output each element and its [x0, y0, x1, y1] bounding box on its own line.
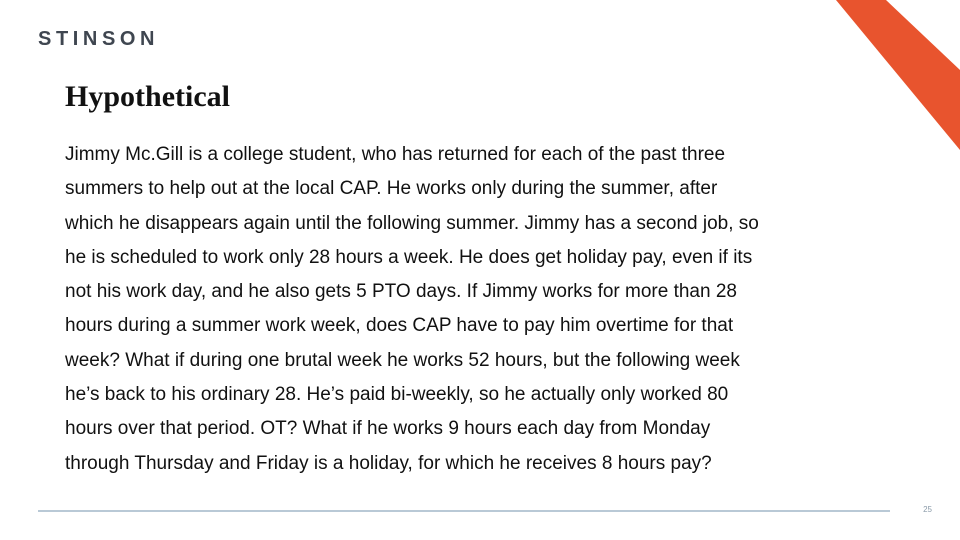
- slide-body: [65, 138, 865, 481]
- body-line: Jimmy Mc.Gill is a college student, who has returned for each of the past three: [65, 144, 726, 165]
- body-line: not his work day, and he also gets 5 PTO days. If Jimmy works for more than 28: [65, 281, 737, 303]
- body-line: he is scheduled to work only 28 hours a week. He does get holiday pay, even if its: [65, 246, 753, 268]
- body-line: hours over that period. OT? What if he works 9 hours each day from Monday: [65, 418, 711, 440]
- footer-divider: [38, 510, 890, 512]
- accent-stripe-shape: [836, 0, 960, 150]
- body-line: which he disappears again until the following summer. Jimmy has a second job, so: [65, 212, 759, 234]
- body-line: hours during a summer work week, does CAP have to pay him overtime for that: [65, 315, 734, 337]
- body-line: week? What if during one brutal week he works 52 hours, but the following week: [65, 349, 740, 371]
- stinson-logo: STINSON: [38, 28, 160, 50]
- body-line: summers to help out at the local CAP. He works only during the summer, after: [65, 178, 718, 200]
- slide-title: Hypothetical: [65, 80, 230, 113]
- page-number: 25: [923, 505, 932, 514]
- body-line: he’s back to his ordinary 28. He’s paid bi-weekly, so he actually only worked 80: [65, 384, 729, 406]
- body-line: through Thursday and Friday is a holiday, for which he receives 8 hours pay?: [65, 452, 712, 474]
